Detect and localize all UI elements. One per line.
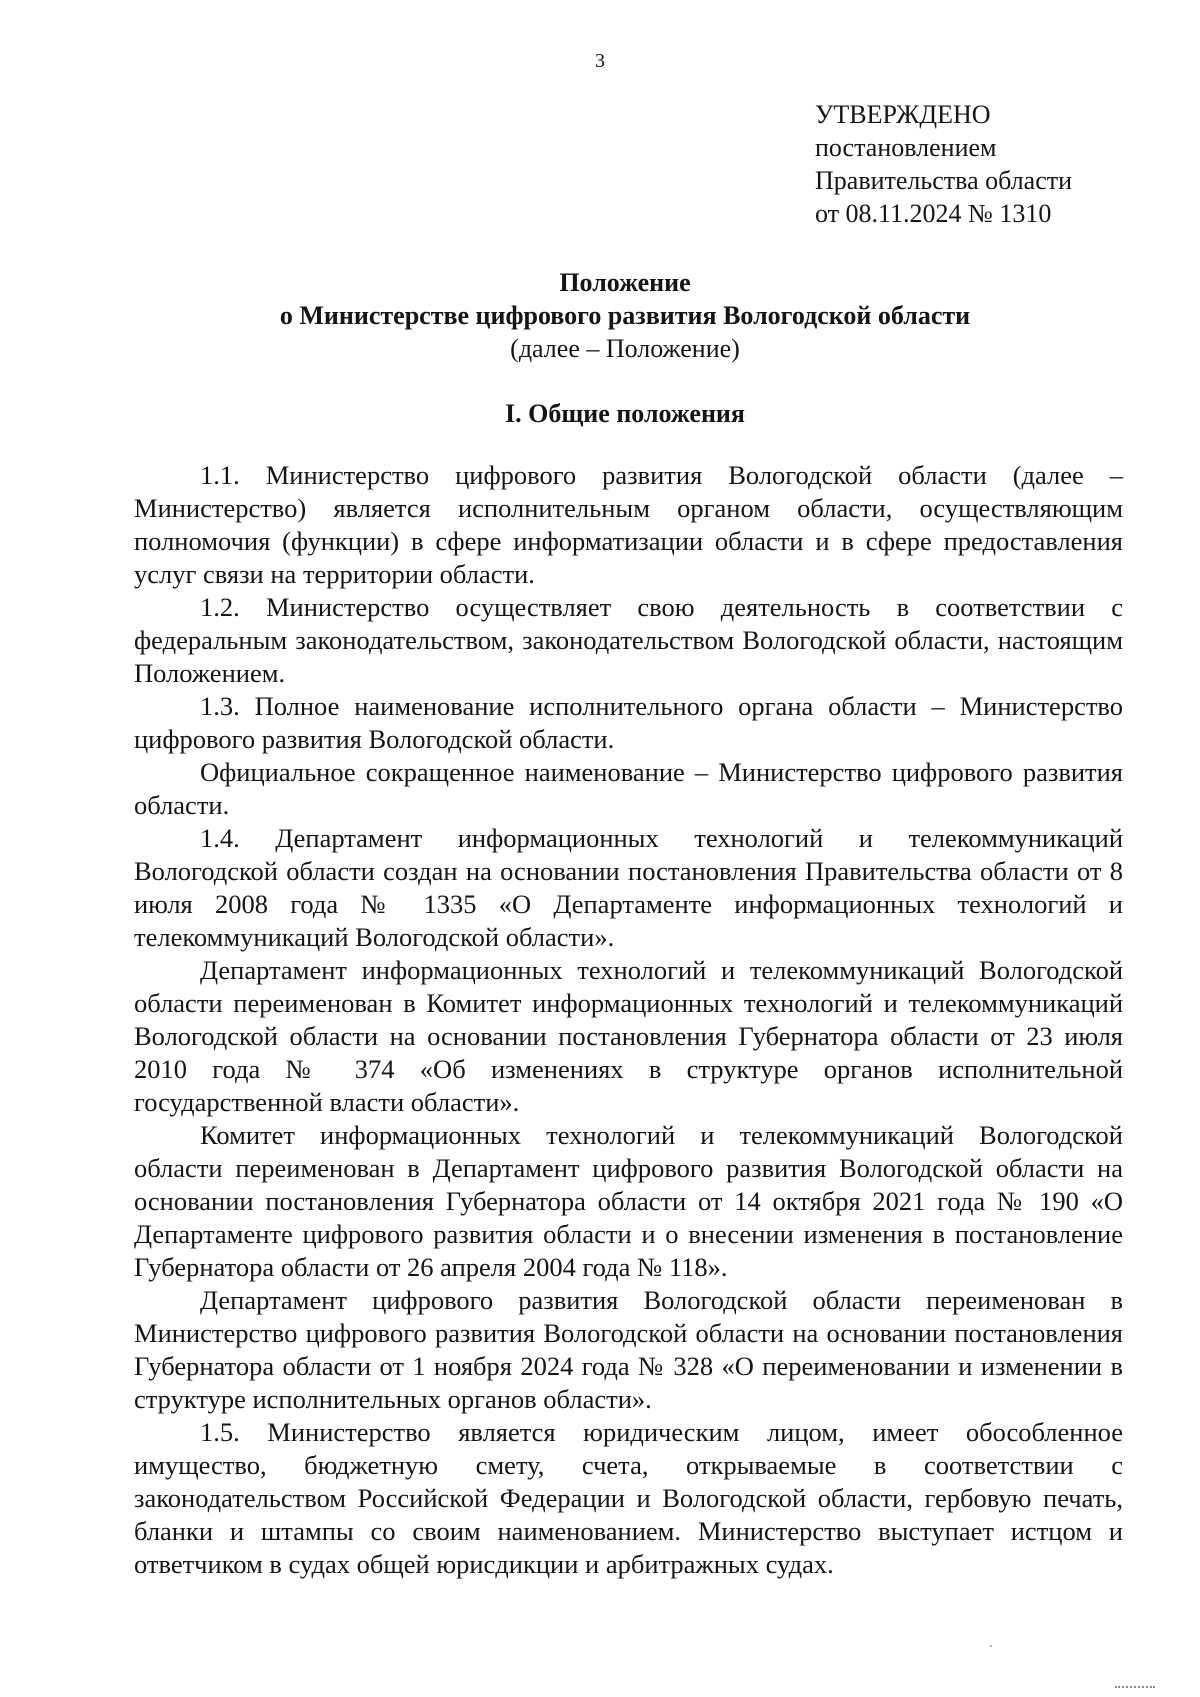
approval-line-resolution: постановлением [815, 133, 997, 162]
scan-speck [990, 1645, 992, 1647]
paragraph-1-3: 1.3. Полное наименование исполнительного органа области – Министерство цифрового развития Вологодской области. [134, 691, 1123, 754]
paragraph-rename-committee: Департамент информационных технологий и телекоммуникаций Вологодской области переименован в Комитет информационных технологий и телекоммуникаций Вологодской области на основании постановления Губернатора области от 23 июля 2010 года № 374 «Об изменениях в структуре органов исполнительной государственной власти области». [134, 955, 1123, 1117]
document-title [140, 266, 1110, 365]
paragraph-short-name: Официальное сокращенное наименование – Министерство цифрового развития области. [134, 757, 1123, 820]
paragraph-rename-ministry: Департамент цифрового развития Вологодской области переименован в Министерство цифрового развития Вологодской области на основании постановления Губернатора области от 1 ноября 2024 года № 328 «О переименовании и изменении в структуре исполнительных органов области». [134, 1285, 1123, 1414]
section-heading: I. Общие положения [505, 399, 745, 428]
paragraph-1-2: 1.2. Министерство осуществляет свою деятельность в соответствии с федеральным законодательством, законодательством Вологодской области, настоящим Положением. [134, 592, 1123, 688]
paragraph-rename-department: Комитет информационных технологий и телекоммуникаций Вологодской области переименован в Департамент цифрового развития Вологодской области на основании постановления Губернатора области от 14 октября 2021 года № 190 «О Департаменте цифрового развития области и о внесении изменения в постановление Губернатора области от 26 апреля 2004 года № 118». [134, 1120, 1123, 1282]
approval-stamp [815, 98, 1072, 230]
approval-line-date-number: от 08.11.2024 № 1310 [815, 199, 1052, 228]
approval-line-government: Правительства области [815, 166, 1073, 195]
scan-edge-mark [1115, 1686, 1155, 1690]
paragraph-1-5: 1.5. Министерство является юридическим лицом, имеет обособленное имущество, бюджетную смету, счета, открываемые в соответствии с законодательством Российской Федерации и Вологодской области, гербовую печать, бланки и штампы со своим наименованием. Министерство выступает истцом и ответчиком в судах общей юрисдикции и арбитражных судах. [134, 1417, 1123, 1579]
title-line-1: Положение [559, 268, 691, 297]
document-body [134, 459, 1123, 1581]
approval-title: УТВЕРЖДЕНО [815, 100, 991, 129]
page-number: 3 [595, 50, 605, 72]
title-line-2: о Министерстве цифрового развития Вологодской области [279, 301, 971, 330]
paragraph-1-4: 1.4. Департамент информационных технологий и телекоммуникаций Вологодской области создан на основании постановления Правительства области от 8 июля 2008 года № 1335 «О Департаменте информационных технологий и телекоммуникаций Вологодской области». [134, 823, 1123, 952]
title-line-3: (далее – Положение) [510, 334, 740, 363]
paragraph-1-1: 1.1. Министерство цифрового развития Вологодской области (далее – Министерство) является исполнительным органом области, осуществляющим полномочия (функции) в сфере информатизации области и в сфере предоставления услуг связи на территории области. [134, 460, 1123, 589]
